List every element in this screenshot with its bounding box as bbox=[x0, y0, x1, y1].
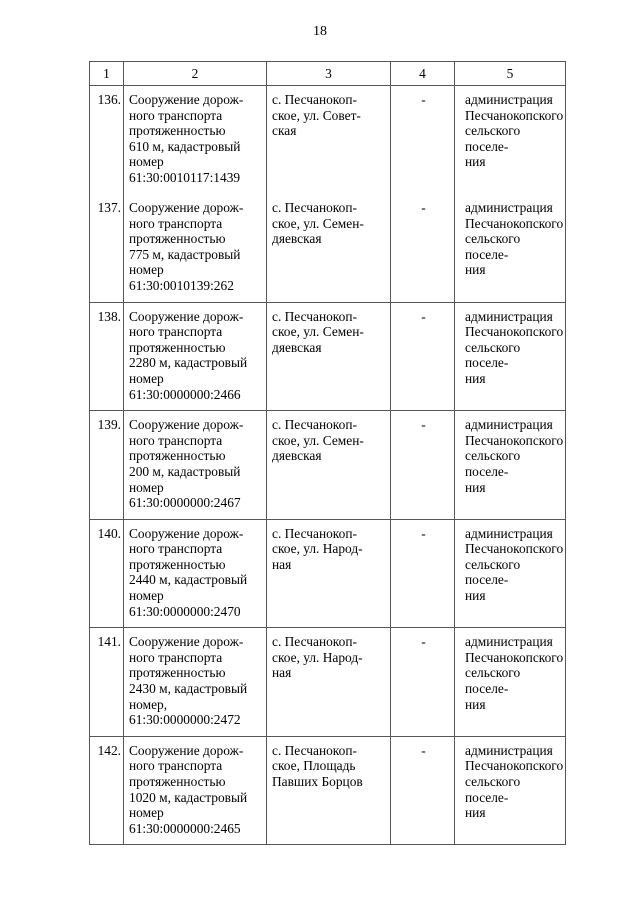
table-row bbox=[90, 519, 566, 628]
column-4-value: - bbox=[391, 86, 455, 195]
row-number: 138. bbox=[90, 302, 124, 411]
object-address: с. Песчанокоп- ское, ул. Семен- дяевская bbox=[267, 194, 391, 302]
table-row bbox=[90, 736, 566, 845]
holder: администрация Песчанокопского сельского поселе- ния bbox=[455, 519, 566, 628]
holder: администрация Песчанокопского сельского поселе- ния bbox=[455, 411, 566, 520]
column-4-value: - bbox=[391, 519, 455, 628]
object-description: Сооружение дорож- ного транспорта протяженностью 610 м, кадастровый номер 61:30:0010117:1439 bbox=[124, 86, 267, 195]
column-4-value: - bbox=[391, 302, 455, 411]
object-address: с. Песчанокоп- ское, ул. Семен- дяевская bbox=[267, 411, 391, 520]
column-4-value: - bbox=[391, 736, 455, 845]
object-description: Сооружение дорож- ного транспорта протяженностью 1020 м, кадастровый номер 61:30:0000000:2465 bbox=[124, 736, 267, 845]
column-header-5: 5 bbox=[455, 62, 566, 86]
object-address: с. Песчанокоп- ское, ул. Семен- дяевская bbox=[267, 302, 391, 411]
object-description: Сооружение дорож- ного транспорта протяженностью 2280 м, кадастровый номер 61:30:0000000:2466 bbox=[124, 302, 267, 411]
holder: администрация Песчанокопского сельского поселе- ния bbox=[455, 736, 566, 845]
column-4-value: - bbox=[391, 628, 455, 737]
row-number: 140. bbox=[90, 519, 124, 628]
column-4-value: - bbox=[391, 194, 455, 302]
holder: администрация Песчанокопского сельского поселе- ния bbox=[455, 302, 566, 411]
column-header-2: 2 bbox=[124, 62, 267, 86]
row-number: 141. bbox=[90, 628, 124, 737]
object-description: Сооружение дорож- ного транспорта протяженностью 775 м, кадастровый номер 61:30:0010139:262 bbox=[124, 194, 267, 302]
object-address: с. Песчанокоп- ское, Площадь Павших Борцов bbox=[267, 736, 391, 845]
holder: администрация Песчанокопского сельского поселе- ния bbox=[455, 194, 566, 302]
column-4-value: - bbox=[391, 411, 455, 520]
page-number: 18 bbox=[313, 24, 327, 39]
table-row bbox=[90, 194, 566, 302]
object-address: с. Песчанокоп- ское, ул. Народ- ная bbox=[267, 628, 391, 737]
row-number: 142. bbox=[90, 736, 124, 845]
table-row bbox=[90, 86, 566, 195]
object-description: Сооружение дорож- ного транспорта протяженностью 200 м, кадастровый номер 61:30:0000000:2467 bbox=[124, 411, 267, 520]
row-number: 137. bbox=[90, 194, 124, 302]
object-address: с. Песчанокоп- ское, ул. Народ- ная bbox=[267, 519, 391, 628]
row-number: 139. bbox=[90, 411, 124, 520]
object-description: Сооружение дорож- ного транспорта протяженностью 2440 м, кадастровый номер 61:30:0000000:2470 bbox=[124, 519, 267, 628]
holder: администрация Песчанокопского сельского поселе- ния bbox=[455, 86, 566, 195]
row-number: 136. bbox=[90, 86, 124, 195]
registry-table bbox=[89, 61, 566, 845]
holder: администрация Песчанокопского сельского поселе- ния bbox=[455, 628, 566, 737]
column-header-4: 4 bbox=[391, 62, 455, 86]
column-header-3: 3 bbox=[267, 62, 391, 86]
table-header-row bbox=[90, 62, 566, 86]
table-row bbox=[90, 302, 566, 411]
table-row bbox=[90, 628, 566, 737]
object-address: с. Песчанокоп- ское, ул. Совет- ская bbox=[267, 86, 391, 195]
object-description: Сооружение дорож- ного транспорта протяженностью 2430 м, кадастровый номер, 61:30:0000000:2472 bbox=[124, 628, 267, 737]
column-header-1: 1 bbox=[90, 62, 124, 86]
table-row bbox=[90, 411, 566, 520]
